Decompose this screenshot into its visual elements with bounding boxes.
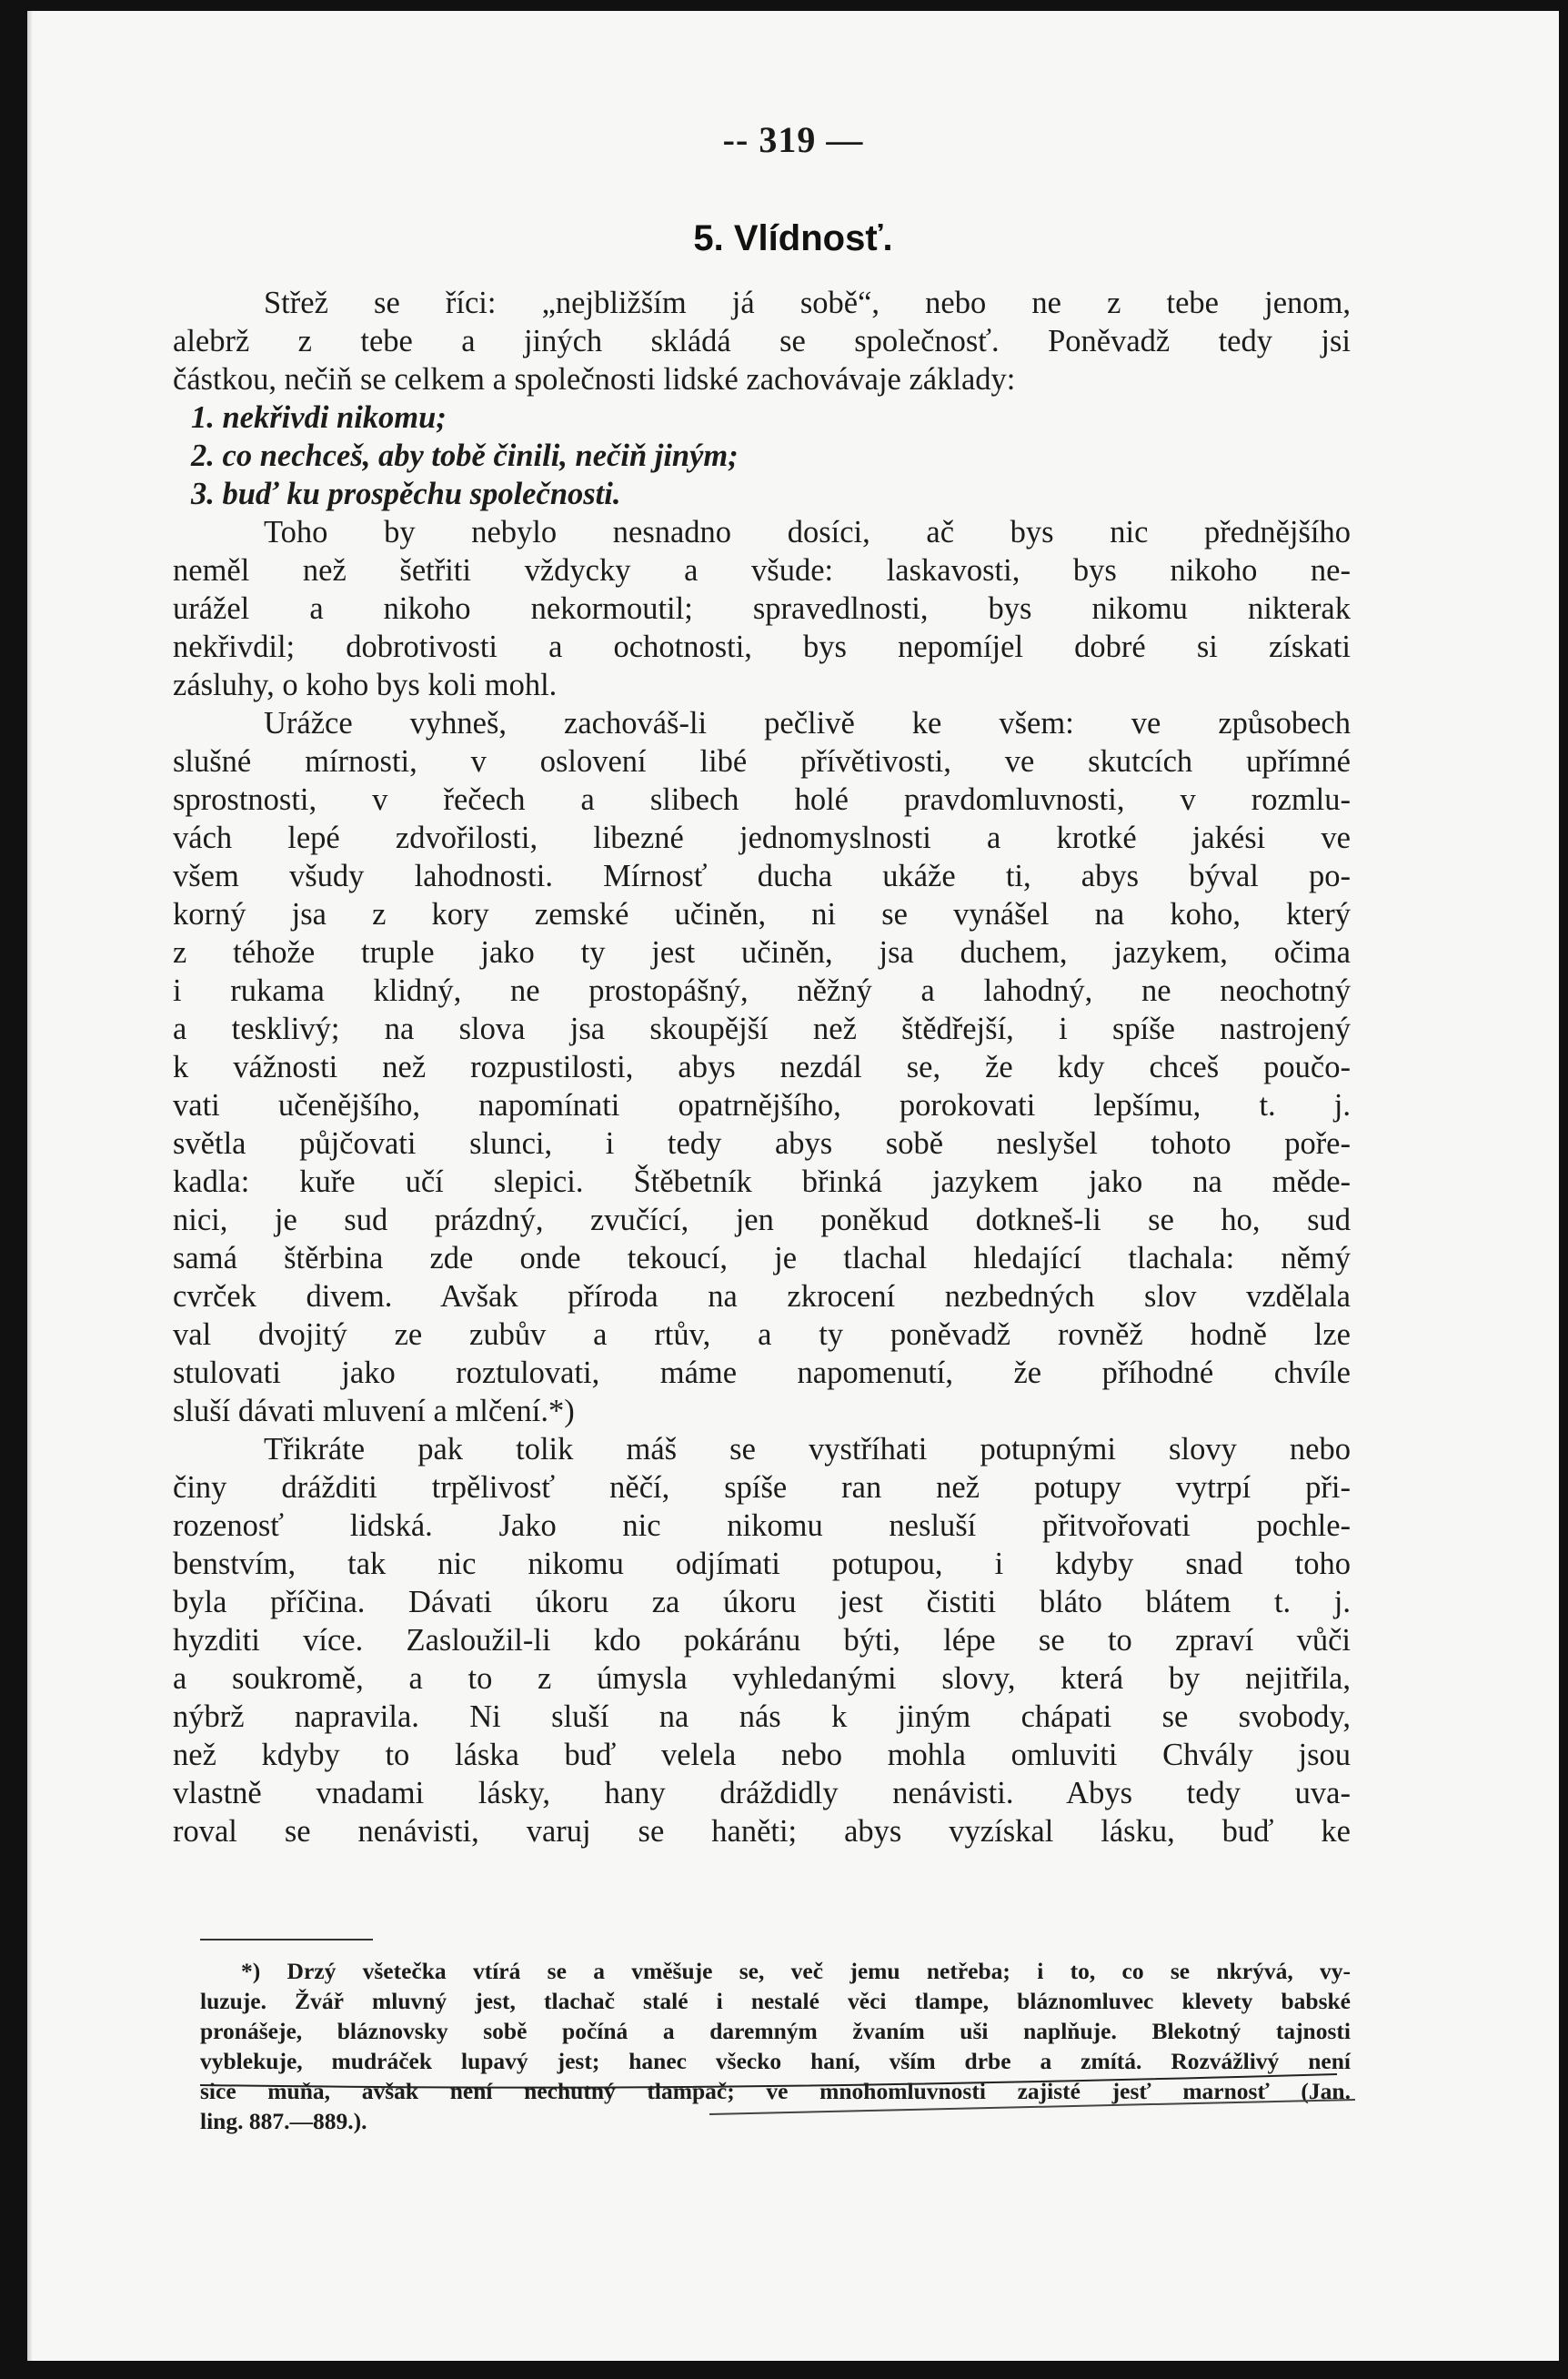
text-line: Střež se říci: „nejbližším já sobě“, nebo ne z tebe jenom, — [264, 286, 1351, 320]
text-line: i rukama klidný, ne prostopášný, něžný a lahodný, ne neochotný — [173, 973, 1351, 1008]
text-line: Toho by nebylo nesnadno dosíci, ač bys nic přednějšího — [264, 515, 1351, 549]
text-line: světla půjčovati slunci, i tedy abys sobě neslyšel tohoto pořе- — [173, 1126, 1351, 1161]
text-line: samá štěrbina zde onde tekoucí, je tlachal hledající tlachala: němý — [173, 1241, 1351, 1275]
text-line: z téhože truple jako ty jest učiněn, jsa duchem, jazykem, očima — [173, 935, 1351, 970]
text-line: rozenosť lidská. Jako nic nikomu nesluší přitvořovati pochle- — [173, 1508, 1351, 1543]
text-line: sprostnosti, v řečech a slibech holé pravdomluvnosti, v rozmlu- — [173, 782, 1351, 817]
footnote-line: ling. 887.—889.). — [200, 2108, 367, 2134]
text-line: cvrček divem. Avšak příroda na zkrocení nezbedných slov vzdělala — [173, 1279, 1351, 1314]
text-line: stulovati jako roztulovati, máme napomenutí, že příhodné chvíle — [173, 1356, 1351, 1390]
text-line: činy drážditi trpělivosť něčí, spíše ran než potupy vytrpí při- — [173, 1470, 1351, 1505]
text-line: nýbrž napravila. Ni sluší na nás k jiným chápati se svobody, — [173, 1699, 1351, 1734]
rule-text: 2. co nechceš, aby tobě činili, nečiň jiným; — [191, 439, 739, 473]
text-line: zásluhy, o koho bys koli mohl. — [173, 668, 558, 702]
text-line: korný jsa z kory zemské učiněn, ni se vynášel na koho, který — [173, 897, 1351, 932]
footnote-line: vyblekuje, mudráček lupavý jest; hanec všecko haní, vším drbe a zmítá. Rozvážlivý není — [200, 2048, 1351, 2074]
body-text — [173, 284, 1351, 1850]
text-line: sluší dávati mluvení a mlčení.*) — [173, 1394, 575, 1428]
text-line: slušné mírnosti, v oslovení libé přívětivosti, ve skutcích upřímné — [173, 744, 1351, 779]
rule-list-item — [173, 398, 1351, 437]
text-line: částkou, nečiň se celkem a společnosti lidské zachovávaje základy: — [173, 362, 1016, 397]
footnote-line: pronášeje, bláznovsky sobě počíná a daremným žvaním uši naplňuje. Blekotný tajnosti — [200, 2018, 1351, 2044]
text-line: nekřivdil; dobrotivosti a ochotnosti, bys nepomíjel dobré si získati — [173, 630, 1351, 664]
text-line: Třikráte pak tolik máš se vystříhati potupnými slovy nebo — [264, 1432, 1351, 1467]
text-line: val dvojitý ze zubův a rtův, a ty poněvadž rovněž hodně lze — [173, 1317, 1351, 1352]
text-line: benstvím, tak nic nikomu odjímati potupou, i kdyby snad toho — [173, 1547, 1351, 1581]
rule-list-item — [173, 475, 1351, 513]
footnote-line: luzuje. Žvář mluvný jest, tlachač stalé i nestalé věci tlampe, bláznomluvec klevety babské — [200, 1988, 1351, 2014]
text-line: byla příčina. Dávati úkoru za úkoru jest čistiti bláto blátem t. j. — [173, 1585, 1351, 1619]
text-line: Urážce vyhneš, zachováš-li pečlivě ke všem: ve způsobech — [264, 706, 1351, 741]
text-line: alebrž z tebe a jiných skládá se společnosť. Poněvadž tedy jsi — [173, 324, 1351, 358]
scanned-page — [27, 11, 1559, 2361]
text-line: roval se nenávisti, varuj se haněti; abys vyzískal lásku, buď ke — [173, 1814, 1351, 1849]
text-line: všem všudy lahodnosti. Mírnosť ducha ukáže ti, abys býval po- — [173, 859, 1351, 893]
text-line: neměl než šetřiti vždycky a všude: laskavosti, bys nikoho ne- — [173, 553, 1351, 588]
text-line: než kdyby to láska buď velela nebo mohla omluviti Chvály jsou — [173, 1738, 1351, 1772]
text-line: a soukromě, a to z úmysla vyhledanými slovy, která by nejitřila, — [173, 1661, 1351, 1696]
text-line: urážel a nikoho nekormoutil; spravedlnosti, bys nikomu nikterak — [173, 591, 1351, 626]
footnote-line: sice muňa, avšak není nechutný tlampač; ve mnohomluvnosti zajisté jesť marnosť (Jan. — [200, 2078, 1351, 2104]
text-line: vlastně vnadami lásky, hany dráždidly nenávisti. Abys tedy uva- — [173, 1776, 1351, 1810]
footnote-divider — [200, 1939, 373, 1940]
text-line: a tesklivý; na slova jsa skoupější než štědřejší, i spíše nastrojený — [173, 1012, 1351, 1046]
rule-list-item — [173, 437, 1351, 475]
text-line: hyzditi více. Zasloužil-li kdo pokáránu býti, lépe se to zpraví vůči — [173, 1623, 1351, 1658]
page-number: -- 319 — — [722, 119, 864, 160]
text-line: kadla: kuře učí slepici. Štěbetník břinká jazykem jako na měde- — [173, 1164, 1351, 1199]
text-line: vati učenějšího, napomínati opatrnějšího, porokovati lepšímu, t. j. — [173, 1088, 1351, 1123]
pencil-underline-mark — [200, 2049, 1382, 2122]
section-title: 5. Vlídnosť. — [693, 218, 893, 258]
footnote-line: *) Drzý všetečka vtírá se a vměšuje se, več jemu netřeba; i to, co se nkrývá, vy- — [241, 1958, 1351, 1984]
text-line: nici, je sud prázdný, zvučící, jen poněkud dotkneš-li se ho, sud — [173, 1203, 1351, 1237]
rule-text: 3. buď ku prospěchu společnosti. — [191, 477, 621, 511]
text-line: vách lepé zdvořilosti, libezné jednomyslnosti a krotké jakési ve — [173, 821, 1351, 855]
text-line: k vážnosti než rozpustilosti, abys nezdál se, že kdy chceš poučo- — [173, 1050, 1351, 1084]
rule-text: 1. nekřivdi nikomu; — [191, 400, 447, 435]
